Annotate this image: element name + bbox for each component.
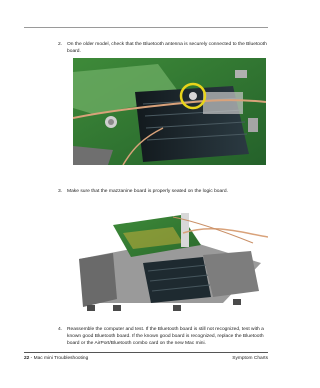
step-text: Reassemble the computer and test. If the Bluetooth board is still not recognized, test with a known good Bluetooth board. If the known good board is recognized, replace the Bluetooth board or the AirPort/Bluetooth combo card on the new Mac mini. [67, 327, 264, 346]
header-rule [24, 27, 268, 28]
bluetooth-antenna-photo [73, 58, 266, 165]
step-number: 2. [58, 42, 63, 47]
footer-section: Symptom Charts [232, 356, 268, 361]
footer-page-info [24, 356, 88, 362]
step-4 [58, 326, 267, 347]
step-text: Make sure that the mazzanine board is properly seated on the logic board. [67, 189, 228, 194]
step-number: 3. [58, 189, 63, 194]
footer-separator: - [29, 356, 34, 361]
page-number: 22 [24, 356, 30, 361]
step-number: 4. [58, 327, 63, 332]
mezzanine-board-photo [73, 203, 268, 313]
step-text: On the older model, check that the Bluetooth antenna is securely connected to the Bluetooth board. [67, 42, 267, 54]
step-2 [58, 41, 267, 55]
step-3 [58, 188, 267, 195]
manual-title: Mac mini Troubleshooting [33, 356, 89, 361]
footer-rule [24, 352, 268, 353]
